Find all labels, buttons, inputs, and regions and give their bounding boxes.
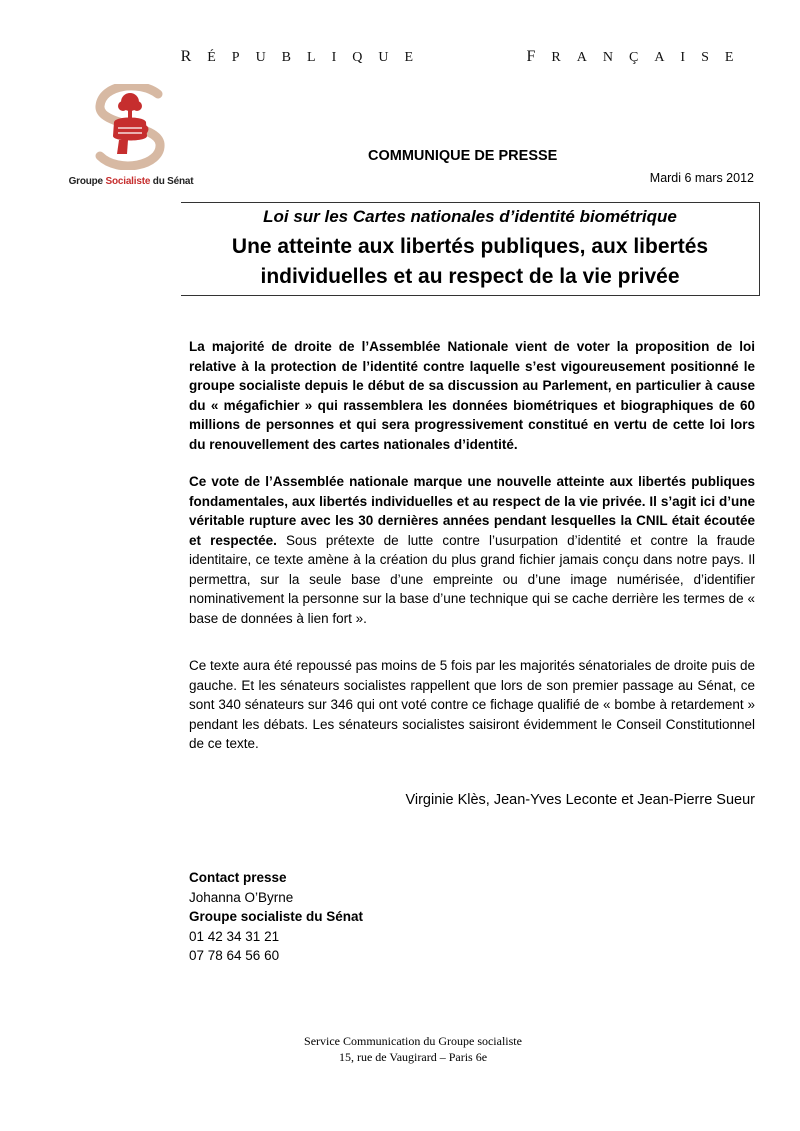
contact-block xyxy=(189,868,363,966)
release-date: Mardi 6 mars 2012 xyxy=(649,171,754,185)
contact-phone-1: 01 42 34 31 21 xyxy=(189,928,280,944)
footer-line-2: 15, rue de Vaugirard – Paris 6e xyxy=(338,1050,488,1064)
headline-line-1: Une atteinte aux libertés publiques, aux libertés xyxy=(231,235,709,258)
paragraph-2 xyxy=(189,472,755,628)
paragraph-3: Ce texte aura été repoussé pas moins de 5 fois par les majorités sénatoriales de droite puis de gauche. Et les sénateurs socialistes rappellent que lors de son premier passage au Sénat, ce sont 340 sénateurs sur 346 qui ont voté contre ce fichage qualifié de « bombe à retardement » pendant les débats. Les sénateurs socialistes saisiront évidemment le Conseil Constitutionnel de ce texte. xyxy=(189,658,755,751)
footer xyxy=(213,1033,613,1065)
republique-francaise-header xyxy=(0,48,800,66)
paragraph-1: La majorité de droite de l’Assemblée Nationale vient de voter la proposition de loi relative à la protection de l’identité contre laquelle s’est vigoureusement positionné le groupe socialiste depuis le début de sa discussion au Parlement, en particulier à cause du « mégafichier » qui rassemblera les données biométriques et biographiques de 60 millions de personnes et qui sera progressivement constitué en vertu de cette loi lors du renouvellement des cartes nationales d’identité. xyxy=(189,339,755,452)
press-release-title: COMMUNIQUE DE PRESSE xyxy=(368,148,558,164)
republique-initial-r: R xyxy=(180,48,208,65)
paragraph-2-rest: Sous prétexte de lutte contre l’usurpation d’identité et contre la fraude identitaire, ce texte amène à la création du plus grand fichier jamais conçu dans notre pays. Il permettra, sur la seule base d’une empreinte ou d’une image numérisée, d’identifier nominativement la personne sur la base d’une technique qui se cache derrière les termes de « base de données à lien fort ». xyxy=(189,532,755,626)
signature: Virginie Klès, Jean-Yves Leconte et Jean-Pierre Sueur xyxy=(405,792,755,808)
contact-name: Johanna O’Byrne xyxy=(189,889,294,905)
francaise-word-rest: RANÇAISE xyxy=(551,50,750,65)
francaise-initial-f: F xyxy=(526,48,552,65)
logo-caption-groupe: Groupe xyxy=(68,176,106,187)
republique-word-rest: ÉPUBLIQUE xyxy=(207,50,430,65)
headline-line-2: individuelles et au respect de la vie privée xyxy=(260,265,680,288)
paragraph-2-bold: Ce vote de l’Assemblée nationale marque une nouvelle atteinte aux libertés publiques fondamentales, aux libertés individuelles et au respect de la vie privée. Il s’agit ici d’une véritable rupture avec les 30 dernières années pendant lesquelles la CNIL était écoutée et respectée. xyxy=(189,474,755,548)
logo-caption-senat: du Sénat xyxy=(150,176,194,187)
logo-caption-socialiste: Socialiste xyxy=(105,176,151,187)
contact-heading: Contact presse xyxy=(189,870,287,885)
groupe-socialiste-logo xyxy=(80,84,182,170)
logo-caption xyxy=(66,176,196,187)
footer-line-1: Service Communication du Groupe socialiste xyxy=(304,1034,522,1048)
headline-title xyxy=(181,232,759,292)
contact-org: Groupe socialiste du Sénat xyxy=(189,909,364,924)
headline-subtitle: Loi sur les Cartes nationales d’identité biométrique xyxy=(263,207,677,226)
contact-phone-2: 07 78 64 56 60 xyxy=(189,948,280,963)
